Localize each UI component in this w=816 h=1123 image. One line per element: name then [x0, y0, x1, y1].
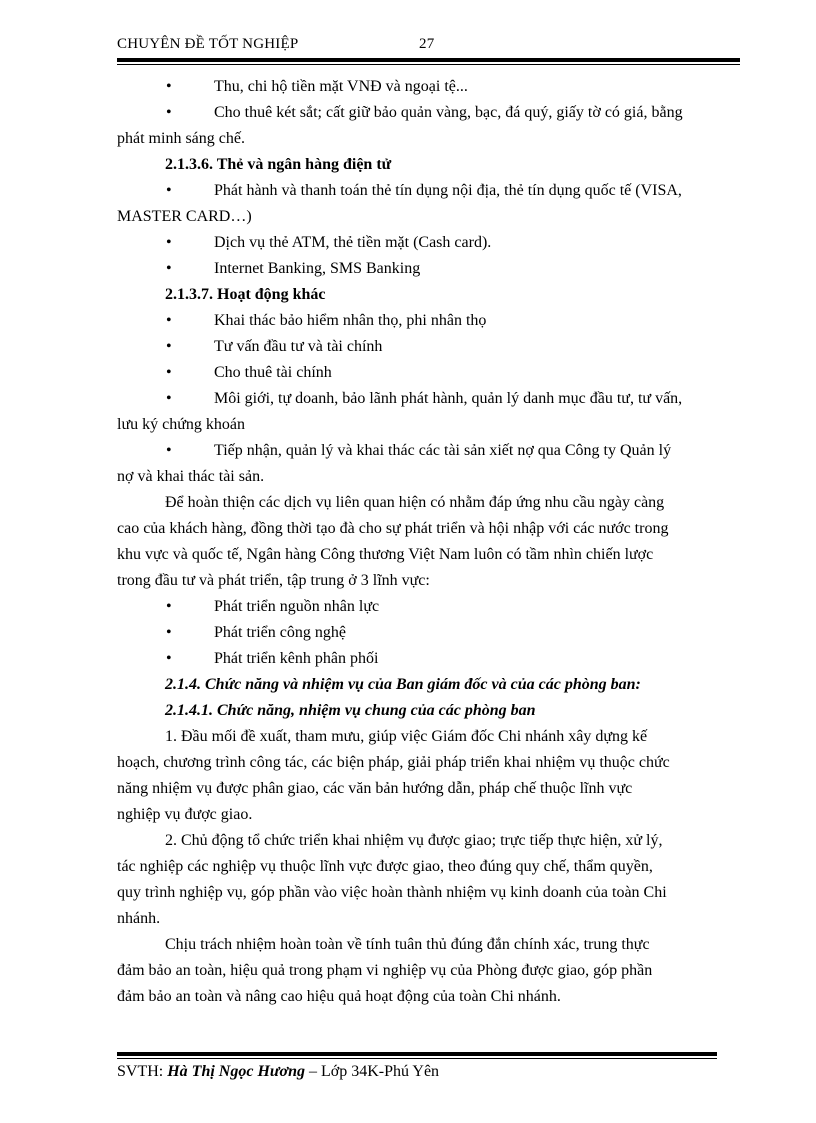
list-item-text: Phát triển công nghệ: [214, 624, 346, 641]
bullet-icon: •: [166, 312, 172, 329]
bullet-icon: •: [166, 650, 172, 667]
bullet-icon: •: [166, 442, 172, 459]
footer-student-name: Hà Thị Ngọc Hương: [167, 1063, 305, 1080]
bullet-icon: •: [166, 338, 172, 355]
paragraph-line: tác nghiệp các nghiệp vụ thuộc lĩnh vực được giao, theo đúng quy chế, thẩm quyền,: [117, 858, 653, 875]
header-rule-thin: [117, 64, 740, 65]
bullet-icon: •: [166, 390, 172, 407]
list-item-continuation: nợ và khai thác tài sản.: [117, 468, 265, 485]
list-item-text: Internet Banking, SMS Banking: [214, 260, 421, 277]
paragraph-line: 2. Chủ động tổ chức triển khai nhiệm vụ được giao; trực tiếp thực hiện, xử lý,: [165, 832, 663, 849]
paragraph-line: Chịu trách nhiệm hoàn toàn về tính tuân thủ đúng đắn chính xác, trung thực: [165, 936, 650, 953]
list-item-text: Phát triển nguồn nhân lực: [214, 598, 380, 615]
list-item: [117, 620, 740, 646]
bullet-icon: •: [166, 624, 172, 641]
paragraph-line: khu vực và quốc tế, Ngân hàng Công thương Việt Nam luôn có tầm nhìn chiến lược: [117, 546, 654, 563]
paragraph-line: đảm bảo an toàn, hiệu quả trong phạm vi nghiệp vụ của Phòng được giao, góp phần: [117, 962, 653, 979]
paragraph-line: năng nhiệm vụ được phân giao, các văn bản hướng dẫn, pháp chế thuộc lĩnh vực: [117, 780, 633, 797]
list-item-text: Tiếp nhận, quản lý và khai thác các tài sản xiết nợ qua Công ty Quản lý: [214, 442, 672, 459]
bullet-icon: •: [166, 234, 172, 251]
section-heading-2136: 2.1.3.6. Thẻ và ngân hàng điện tử: [165, 156, 392, 173]
list-item-text: Dịch vụ thẻ ATM, thẻ tiền mặt (Cash card).: [214, 234, 492, 251]
list-item: [117, 646, 740, 672]
paragraph-line: Để hoàn thiện các dịch vụ liên quan hiện có nhằm đáp ứng nhu cầu ngày càng: [165, 494, 665, 511]
paragraph-line: trong đầu tư và phát triển, tập trung ở 3 lĩnh vực:: [117, 572, 430, 589]
bullet-icon: •: [166, 260, 172, 277]
section-heading-2141: 2.1.4.1. Chức năng, nhiệm vụ chung của các phòng ban: [165, 702, 536, 719]
paragraph-line: đảm bảo an toàn và nâng cao hiệu quả hoạt động của toàn Chi nhánh.: [117, 988, 561, 1005]
paragraph-line: hoạch, chương trình công tác, các biện pháp, giải pháp triển khai nhiệm vụ thuộc chức: [117, 754, 670, 771]
page-header: [117, 36, 717, 56]
list-item-text: Phát triển kênh phân phối: [214, 650, 379, 667]
page-footer: [117, 1063, 439, 1081]
list-item-continuation: lưu ký chứng khoán: [117, 416, 245, 433]
list-item: [117, 178, 740, 204]
list-item: [117, 100, 740, 126]
page-body: [117, 74, 740, 1010]
section-heading-2137: 2.1.3.7. Hoạt động khác: [165, 286, 326, 303]
list-item: [117, 386, 740, 412]
paragraph-line: cao của khách hàng, đồng thời tạo đà cho sự phát triển và hội nhập với các nước trong: [117, 520, 669, 537]
list-item: [117, 360, 740, 386]
list-item: [117, 334, 740, 360]
list-item-text: Cho thuê két sắt; cất giữ bảo quản vàng, bạc, đá quý, giấy tờ có giá, bằng: [214, 104, 683, 121]
footer-rule-thick: [117, 1052, 717, 1056]
list-item: [117, 256, 740, 282]
header-rule-thick: [117, 58, 740, 62]
bullet-icon: •: [166, 78, 172, 95]
bullet-icon: •: [166, 104, 172, 121]
footer-prefix: SVTH:: [117, 1063, 168, 1080]
paragraph-line: 1. Đầu mối đề xuất, tham mưu, giúp việc Giám đốc Chi nhánh xây dựng kế: [165, 728, 648, 745]
list-item-text: Khai thác bảo hiểm nhân thọ, phi nhân thọ: [214, 312, 487, 329]
bullet-icon: •: [166, 364, 172, 381]
list-item-text: Thu, chi hộ tiền mặt VNĐ và ngoại tệ...: [214, 78, 468, 95]
paragraph-line: nhánh.: [117, 910, 161, 927]
list-item-text: Phát hành và thanh toán thẻ tín dụng nội địa, thẻ tín dụng quốc tế (VISA,: [214, 182, 682, 199]
list-item: [117, 594, 740, 620]
list-item: [117, 74, 740, 100]
list-item-text: Môi giới, tự doanh, bảo lãnh phát hành, quản lý danh mục đầu tư, tư vấn,: [214, 390, 683, 407]
section-heading-214: 2.1.4. Chức năng và nhiệm vụ của Ban giám đốc và của các phòng ban:: [165, 676, 641, 693]
paragraph-line: nghiệp vụ được giao.: [117, 806, 253, 823]
list-item-text: Cho thuê tài chính: [214, 364, 332, 381]
page-number: 27: [419, 36, 435, 52]
list-item-text: Tư vấn đầu tư và tài chính: [214, 338, 383, 355]
bullet-icon: •: [166, 598, 172, 615]
list-item-continuation: MASTER CARD…): [117, 208, 252, 225]
bullet-icon: •: [166, 182, 172, 199]
list-item: [117, 438, 740, 464]
paragraph-line: quy trình nghiệp vụ, góp phần vào việc hoàn thành nhiệm vụ kinh doanh của toàn Chi: [117, 884, 667, 901]
header-title: CHUYÊN ĐỀ TỐT NGHIỆP: [117, 36, 299, 52]
footer-rule-thin: [117, 1058, 717, 1059]
list-item: [117, 230, 740, 256]
footer-class: – Lớp 34K-Phú Yên: [304, 1063, 440, 1080]
list-item: [117, 308, 740, 334]
list-item-continuation: phát minh sáng chế.: [117, 130, 245, 147]
